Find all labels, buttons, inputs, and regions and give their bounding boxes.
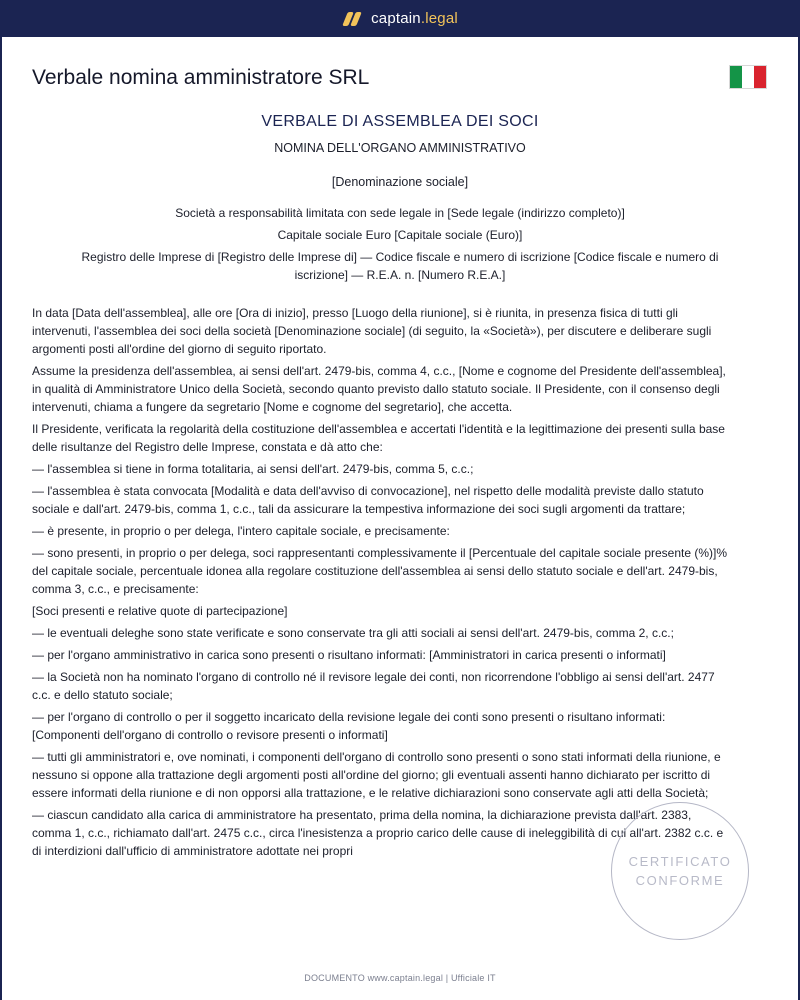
- italy-flag-icon: [729, 65, 767, 89]
- body-paragraph: Il Presidente, verificata la regolarità della costituzione dell'assemblea e accertati l'identità e la legittimazione dei presenti sulla base delle risultanze del Registro delle Imprese, constata e dà atto che:: [32, 422, 725, 454]
- brand-name: captain: [371, 10, 421, 27]
- body-paragraph: — l'assemblea si tiene in forma totalitaria, ai sensi dell'art. 2479-bis, comma 5, c.c.;: [32, 462, 474, 476]
- body-paragraph: — la Società non ha nominato l'organo di controllo né il revisore legale dei conti, non ricorrendone l'obbligo ai sensi dell'art. 2477 c.c. e dello statuto sociale;: [32, 670, 715, 702]
- brand-logo[interactable]: [0, 0, 800, 37]
- stamp-line-1: CERTIFICATO: [628, 854, 732, 869]
- body-paragraph: — per l'organo amministrativo in carica sono presenti o risultano informati: [Amministratori in carica presenti o informati]: [32, 648, 666, 662]
- body-paragraph: — le eventuali deleghe sono state verificate e sono conservate tra gli atti sociali ai sensi dell'art. 2479-bis, comma 2, c.c.;: [32, 626, 674, 640]
- body-paragraph: — sono presenti, in proprio o per delega, soci rappresentanti complessivamente il [Percentuale del capitale sociale presente (%)]% del capitale sociale, percentuale idonea alla regolare costituzione dell'assemblea ai sensi dello statuto sociale e dell'art. 2479-bis, comma 3, c.c., e precisamente:: [32, 546, 728, 596]
- top-bar: [0, 0, 800, 37]
- stamp-line-2: CONFORME: [635, 873, 725, 888]
- page-title: Verbale nomina amministratore SRL: [32, 66, 370, 89]
- body-paragraph: — tutti gli amministratori e, ove nominati, i componenti dell'organo di controllo sono presenti o sono stati informati della riunione, e nessuno si oppone alla trattazione degli argomenti posti all'ordine del giorno; gli eventuali assenti hanno dichiarato per iscritto di essere informati della riunione e di non opporsi alla trattazione, e le relative dichiarazioni sono conservate agli atti della Società;: [32, 750, 721, 800]
- brand-tld: .legal: [420, 10, 458, 27]
- certified-stamp-text: [617, 852, 743, 890]
- body-paragraph: [Soci presenti e relative quote di partecipazione]: [32, 604, 288, 618]
- document-footer: DOCUMENTO www.captain.legal | Ufficiale IT: [304, 973, 496, 983]
- document-body: [32, 304, 732, 864]
- body-paragraph: — per l'organo di controllo o per il soggetto incaricato della revisione legale dei conti sono presenti o risultano informati: [Componenti dell'organo di controllo o revisore presenti o informati]: [32, 710, 666, 742]
- body-paragraph: — ciascun candidato alla carica di amministratore ha presentato, prima della nomina, la dichiarazione prevista dall'art. 2383, comma 1, c.c., richiamato dall'art. 2475 c.c., circa l'inesistenza a proprio carico delle cause di ineleggibilità di cui all'art. 2382 c.c. e di interdizioni dall'ufficio di amministratore adottate nei propri: [32, 808, 724, 858]
- company-share-capital: Capitale sociale Euro [Capitale sociale (Euro)]: [277, 228, 523, 242]
- captain-legal-logo-icon: [342, 12, 362, 26]
- body-paragraph: Assume la presidenza dell'assemblea, ai sensi dell'art. 2479-bis, comma 4, c.c., [Nome e cognome del Presidente dell'assemblea], in qualità di Amministratore Unico della Società, secondo quanto previsto dallo statuto sociale. Il Presidente, con il consenso degli intervenuti, chiama a fungere da segretario [Nome e cognome del segretario], che accetta.: [32, 364, 726, 414]
- document-subheading: NOMINA DELL'ORGANO AMMINISTRATIVO: [274, 141, 526, 155]
- company-registered-office: Società a responsabilità limitata con sede legale in [Sede legale (indirizzo completo)]: [175, 206, 625, 220]
- company-registry-info: Registro delle Imprese di [Registro delle Imprese di] — Codice fiscale e numero di iscrizione [Codice fiscale e numero di iscrizione] — R.E.A. n. [Numero R.E.A.]: [81, 250, 719, 282]
- body-paragraph: In data [Data dell'assemblea], alle ore [Ora di inizio], presso [Luogo della riunione], si è riunita, in presenza fisica di tutti gli intervenuti, l'assemblea dei soci della società [Denominazione sociale] (di seguito, la «Società»), per discutere e deliberare sugli argomenti posti all'ordine del giorno di seguito riportato.: [32, 306, 712, 356]
- document-heading: VERBALE DI ASSEMBLEA DEI SOCI: [261, 113, 539, 130]
- body-paragraph: — è presente, in proprio o per delega, l'intero capitale sociale, e precisamente:: [32, 524, 450, 538]
- body-paragraph: — l'assemblea è stata convocata [Modalità e data dell'avviso di convocazione], nel rispetto delle modalità previste dallo statuto sociale e dall'art. 2479-bis, comma 1, c.c., tali da assicurare la tempestiva informazione dei soci sugli argomenti da trattare;: [32, 484, 704, 516]
- company-denomination: [Denominazione sociale]: [331, 175, 469, 189]
